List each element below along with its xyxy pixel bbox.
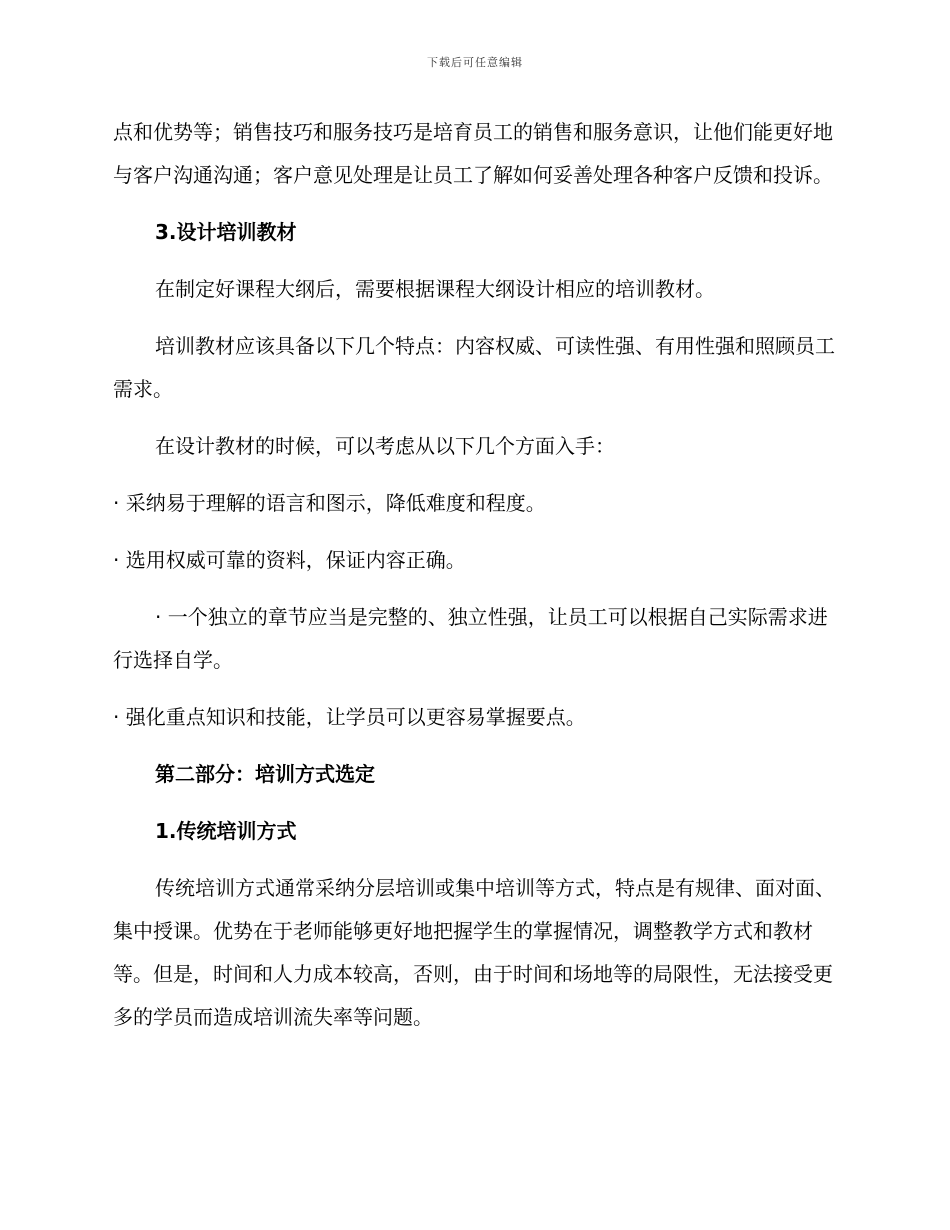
paragraph-materials-features: 培训教材应该具备以下几个特点：内容权威、可读性强、有用性强和照顾员工需求。: [113, 334, 835, 401]
paragraph-traditional-training: 传统培训方式通常采纳分层培训或集中培训等方式，特点是有规律、面对面、集中授课。优势在于老师能够更好地把握学生的掌握情况，调整教学方式和教材等。但是，时间和人力成本较高，否则，由于时间和场地等的局限性，无法接受更多的学员而造成培训流失率等问题。: [113, 876, 835, 1029]
paragraph-materials-intro: 在制定好课程大纲后，需要根据课程大纲设计相应的培训教材。: [155, 277, 715, 301]
document-body: [113, 111, 835, 1053]
bullet-item-language: · 采纳易于理解的语言和图示，降低难度和程度。: [113, 491, 546, 515]
section-heading-part-two: 第二部分：培训方式选定: [155, 762, 375, 786]
paragraph-design-approach: 在设计教材的时候，可以考虑从以下几个方面入手：: [155, 434, 615, 458]
bullet-item-chapters: · 一个独立的章节应当是完整的、独立性强，让员工可以根据自己实际需求进行选择自学。: [113, 605, 828, 672]
page-header: 下载后可任意编辑: [427, 56, 523, 69]
bullet-item-sources: · 选用权威可靠的资料，保证内容正确。: [113, 548, 466, 572]
section-heading-traditional-training: 1.传统培训方式: [155, 819, 297, 843]
paragraph-continuation: 点和优势等；销售技巧和服务技巧是培育员工的销售和服务意识，让他们能更好地与客户沟通沟通；客户意见处理是让员工了解如何妥善处理各种客户反馈和投诉。: [113, 120, 833, 187]
bullet-item-key-points: · 强化重点知识和技能，让学员可以更容易掌握要点。: [113, 705, 586, 729]
section-heading-design-materials: 3.设计培训教材: [155, 220, 297, 244]
